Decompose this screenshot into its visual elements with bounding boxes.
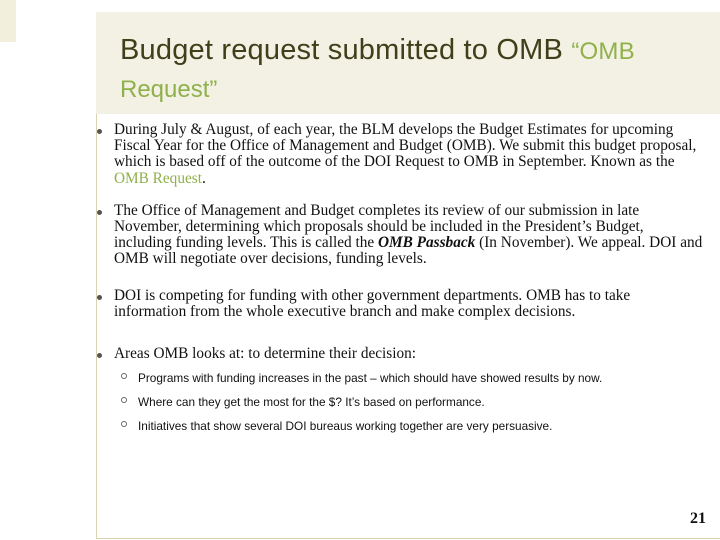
slide-title (120, 30, 716, 106)
sub-bullet-item (114, 394, 704, 410)
sub-bullet-text: Where can they get the most for the $? It’s based on performance. (138, 395, 485, 410)
sub-bullet-list (114, 370, 704, 434)
bullet-item (104, 346, 704, 434)
sub-bullet-item (114, 370, 704, 386)
sub-bullet-text: Initiatives that show several DOI bureaus working together are very persuasive. (138, 419, 553, 434)
bullet-text: DOI is competing for funding with other government departments. OMB has to take information from the whole executive branch and make complex decisions. (114, 286, 631, 320)
bullet-text-part: (In November). We appeal. DOI and OMB will negotiate over decisions, funding levels. (114, 234, 703, 268)
bullet-dot-icon (97, 129, 102, 134)
page-number: 21 (690, 510, 706, 527)
bullet-text (114, 203, 704, 268)
bullet-text: Areas OMB looks at: to determine their decision: (114, 345, 417, 363)
circle-bullet-icon (121, 397, 127, 403)
circle-bullet-icon (121, 373, 127, 379)
bullet-dot-icon (97, 353, 102, 358)
bottom-divider (96, 538, 720, 539)
bullet-item (104, 203, 704, 268)
title-line-1 (120, 30, 716, 72)
bullet-text-part: . (201, 169, 206, 187)
bullet-text-part: During July & August, of each year, the BLM develops the Budget Estimates for upcoming Fiscal Year for the Office of Management and Budget (OMB). We submit this budget proposal, which is based off of the outcome of the DOI Request to OMB in September. Known as the (114, 121, 697, 171)
bullet-item (104, 288, 704, 320)
bullet-text-part: The Office of Management and Budget completes its review of our submission in late November, determining which proposals should be included in the President’s Budget, including funding levels. This is called the (114, 201, 644, 252)
bullet-text (114, 122, 704, 187)
sub-bullet-text: Programs with funding increases in the past – which should have showed results by now. (138, 371, 603, 386)
corner-decoration (0, 0, 16, 42)
bullet-dot-icon (97, 295, 102, 300)
circle-bullet-icon (121, 421, 127, 427)
omb-passback-emphasis: OMB Passback (377, 234, 476, 252)
left-divider (96, 114, 97, 538)
bullet-item (104, 122, 704, 187)
bullet-list (104, 122, 704, 442)
title-accent-text: “OMB (571, 38, 635, 65)
title-main-text: Budget request submitted to OMB (120, 34, 564, 66)
sub-bullet-item (114, 418, 704, 434)
title-line-2: Request” (120, 76, 218, 103)
omb-request-highlight: OMB Request (114, 169, 202, 187)
bullet-dot-icon (97, 210, 102, 215)
